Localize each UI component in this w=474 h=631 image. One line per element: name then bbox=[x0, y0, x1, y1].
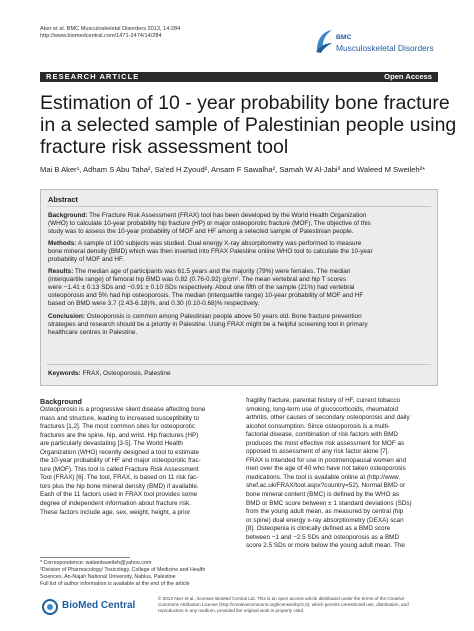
open-access-label: Open Access bbox=[384, 72, 432, 81]
body-line: fragility fracture, parental history of HF, current tobacco bbox=[246, 397, 401, 404]
license-line: © 2013 Aker et al.; licensee BioMed Central Ltd. This is an open access article distributed under the terms of the Creative bbox=[158, 596, 405, 601]
abstract-line: (WHO) to calculate 10-year probability hip fracture (HP) or major osteoporotic fracture (MOF). The objective of this bbox=[48, 220, 371, 228]
body-line: FRAX is intended for use in postmenopausal women and bbox=[246, 456, 407, 464]
keywords-value: FRAX, Osteoporosis, Palestine bbox=[80, 370, 171, 377]
citation-url-link[interactable]: http://www.biomedcentral.com/1471-2474/14/284 bbox=[40, 33, 162, 40]
body-line: alcohol consumption. Since osteoporosis is a multi- bbox=[246, 422, 390, 430]
body-line: fractures [1,2]. The most common sites for osteoporotic bbox=[40, 423, 196, 431]
article-type-label: RESEARCH ARTICLE bbox=[46, 72, 140, 81]
abstract-line: Osteoporosis is common among Palestinian people above 50 years old. Bone fracture prevention bbox=[84, 313, 362, 320]
author-list: Mai B Aker¹, Adham S Abu Taha², Sa'ed H Zyoud², Ansam F Sawalha², Samah W Al-Jabi³ and Waleed M Sweileh²* bbox=[40, 165, 426, 174]
body-line: score 2.5 SDs or more below the young adult mean. The bbox=[246, 542, 405, 550]
body-line: arthritis, other causes of secondary osteoporosis and daily bbox=[246, 414, 410, 422]
body-line: factorial disease, combination of risk factors with BMD bbox=[246, 431, 398, 439]
conclusion-label: Conclusion: bbox=[48, 313, 85, 320]
abstract-box bbox=[40, 189, 438, 386]
journal-logo[interactable] bbox=[314, 26, 464, 60]
body-line: ture (MOF). This tool is called Fracture Risk Assessment bbox=[40, 465, 199, 473]
results-label: Results: bbox=[48, 268, 74, 275]
footnote-divider bbox=[40, 557, 130, 558]
title-line: in a selected sample of Palestinian people using bbox=[40, 114, 457, 136]
abstract-line: The Fracture Risk Assessment (FRAX) tool has been developed by the World Health Organization bbox=[87, 212, 367, 219]
license-line: Commons Attribution License (http://creativecommons.org/licenses/by/2.0), which permits unrestricted use, distribution, and bbox=[158, 602, 409, 607]
abstract-line: A sample of 100 subjects was studied. Dual energy X-ray absorpitometry was performed to measure bbox=[76, 240, 362, 247]
biomed-central-logo[interactable] bbox=[40, 598, 150, 616]
article-type-banner bbox=[40, 72, 438, 82]
body-line: produces the most effective risk assessment for MOF as bbox=[246, 439, 405, 447]
body-line: These factors include age, sex, weight, height, a prior bbox=[40, 508, 191, 516]
body-line: fractures are the spine, hip, and wrist. Hip fractures (HP) bbox=[40, 431, 199, 439]
footer-logo-text: BioMed Central bbox=[62, 600, 136, 611]
body-line: degree of independent information about fracture risk. bbox=[40, 500, 191, 508]
body-line: the 10-year probability of HF and major osteoporotic frac- bbox=[40, 457, 201, 465]
body-line: opposed to assessment of any risk factor alone [7]. bbox=[246, 448, 390, 456]
body-line: are particularly devastating [3-5]. The World Health bbox=[40, 440, 183, 448]
body-line: between −1 and −2.5 SDs and osteoporosis as a BMD bbox=[246, 533, 400, 541]
abstract-line: healthcare centres in Palestine. bbox=[48, 329, 138, 337]
logo-journal-name: Musculoskeletal Disorders bbox=[336, 43, 434, 53]
footnote bbox=[40, 560, 240, 588]
keywords-label: Keywords: bbox=[48, 370, 81, 377]
license-notice bbox=[158, 596, 450, 614]
body-line: smoking, long-term use of glucocorticoids, rheumatoid bbox=[246, 405, 398, 413]
article-citation bbox=[40, 26, 270, 41]
body-line: medications. The tool is available online at (http://www. bbox=[246, 473, 400, 481]
citation-journal-line: Aker et al. BMC Musculoskeletal Disorders 2013, 14:284 bbox=[40, 26, 181, 32]
abstract-divider bbox=[47, 364, 431, 365]
bmc-swoosh-icon bbox=[314, 28, 334, 54]
abstract-results bbox=[48, 268, 432, 308]
body-column-left bbox=[40, 397, 230, 517]
abstract-line: were −1.41 ± 0.13 SDs and −0.91 ± 0.10 SDs respectively. About one fifth of the sample (21%) had vertebral bbox=[48, 284, 355, 292]
body-line: Organization (WHO) recently designed a tool to estimate bbox=[40, 448, 200, 456]
license-line: reproduction in any medium, provided the original work is properly cited. bbox=[158, 608, 305, 613]
abstract-line: strategies and research should be a priority in Palestine. Using FRAX might be a helpful screening tool in primary bbox=[48, 321, 368, 329]
abstract-line: based on BMD were 3.7 (2.43-6.18)%, and 0.30 (0.10-0.68)% respectively. bbox=[48, 300, 260, 308]
abstract-conclusion bbox=[48, 313, 432, 337]
body-column-right bbox=[246, 397, 436, 551]
body-line: Tool (FRAX) [6]. The tool, FRAX, is based on 11 risk fac- bbox=[40, 474, 199, 482]
body-link-line[interactable]: shef.ac.uk/FRAX/tool.aspx?country=52). Normal BMD or bbox=[246, 482, 406, 490]
abstract-line: study was to assess the 10-year probability of MOF and HF among a selected sample of Palestinian people. bbox=[48, 228, 354, 236]
abstract-keywords bbox=[48, 370, 171, 378]
body-line: or spine) dual energy x-ray absorptiometry (DEXA) scan bbox=[246, 516, 404, 524]
abstract-line: osteoporosis and 5% had hip osteoporosis. The median (interquartile range) 10-year probability of MOF and HF bbox=[48, 292, 364, 300]
abstract-line: The median age of participants was 61.5 years and the majority (79%) were females. The median bbox=[73, 268, 351, 275]
abstract-methods bbox=[48, 240, 432, 264]
abstract-heading: Abstract bbox=[48, 195, 78, 204]
body-line: Each of the 11 factors used in FRAX tool provides some bbox=[40, 491, 198, 499]
body-line: men over the age of 40 who have not taken osteoporosis bbox=[246, 465, 406, 473]
footnote-line: Sciences, An-Najah National University, Nablus, Palestine bbox=[40, 574, 176, 581]
logo-publisher-label: BMC bbox=[336, 34, 352, 41]
body-line: bone mineral content (BMC) is defined by the WHO as bbox=[246, 491, 400, 499]
abstract-background bbox=[48, 212, 432, 236]
methods-label: Methods: bbox=[48, 240, 77, 247]
body-line: from the young adult mean, as measured by central (hip bbox=[246, 508, 404, 516]
title-line: Estimation of 10 - year probability bone fracture bbox=[40, 92, 450, 114]
biomed-central-mark-icon bbox=[42, 599, 58, 615]
footnote-line: ²Division of Pharmacology/ Toxicology, College of Medicine and Health bbox=[40, 567, 206, 574]
article-title bbox=[40, 92, 457, 158]
body-line: BMD or BMC score between ± 1 standard deviations (SDs) bbox=[246, 499, 412, 507]
correspondence-email-link[interactable]: * Correspondence: waleedsweileh@yahoo.com bbox=[40, 560, 152, 566]
background-label: Background: bbox=[48, 212, 88, 219]
footnote-line: Full list of author information is available at the end of the article bbox=[40, 581, 190, 588]
body-line: mass and structure, leading to increased susceptibility to bbox=[40, 414, 200, 422]
title-line: fracture risk assessment tool bbox=[40, 136, 289, 158]
abstract-line: (interquartile range) of femoral hip BMD was 0.82 (0.76-0.92) g/cm². The mean vertebral and hip T scores bbox=[48, 276, 347, 284]
abstract-line: probability of MOF and HF. bbox=[48, 256, 125, 264]
abstract-divider bbox=[47, 206, 431, 207]
body-line: tors plus the hip bone mineral density (BMD) if available. bbox=[40, 482, 199, 490]
body-line: Osteoporosis is a progressive silent disease affecting bone bbox=[40, 406, 206, 413]
abstract-line: bone mineral density (BMD) which was then inserted into FRAX Palestine online WHO tool to calculate the 10-year bbox=[48, 248, 373, 256]
body-line: [8]. Osteopenia is clinically defined as a BMD score bbox=[246, 525, 391, 533]
section-heading: Background bbox=[40, 397, 82, 406]
